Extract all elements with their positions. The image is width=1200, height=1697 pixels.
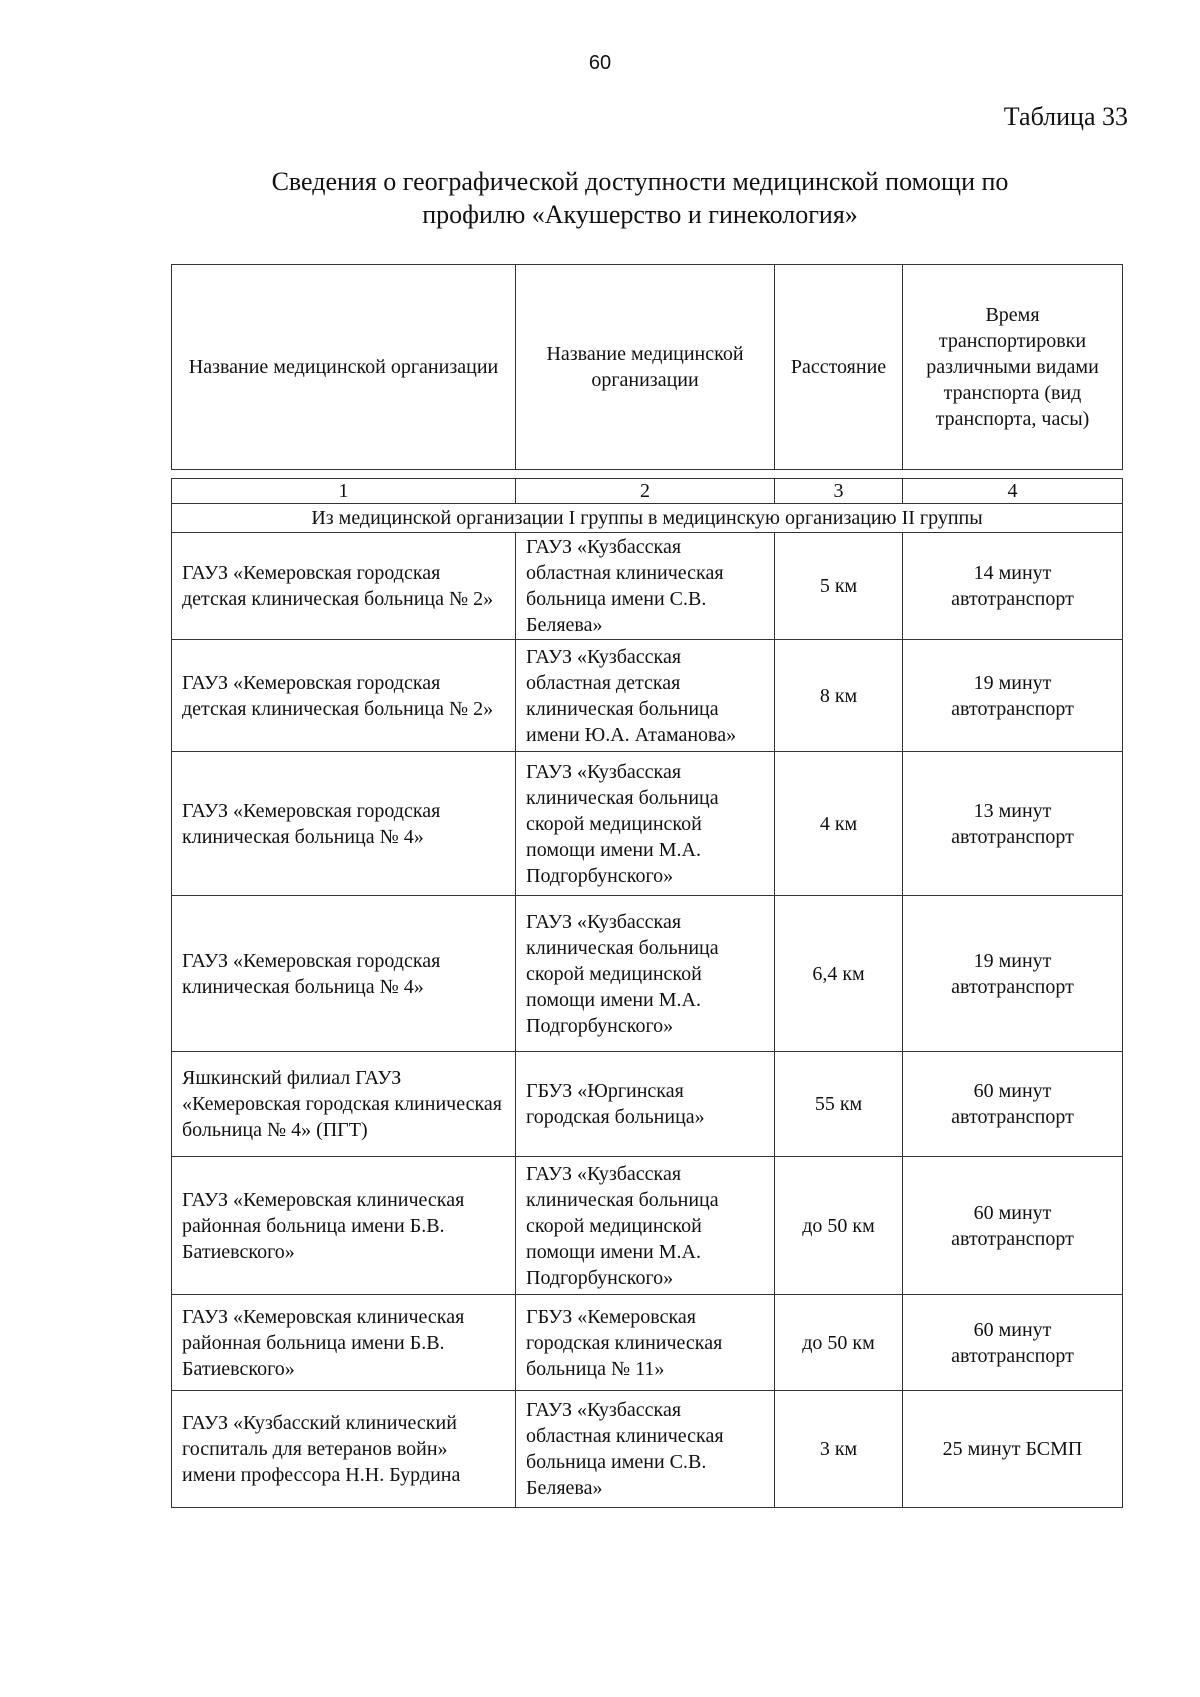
table-row (172, 640, 1123, 752)
column-number: 1 (172, 479, 516, 504)
header-cell-distance: Расстояние (775, 265, 903, 470)
header-cell-from: Название медицинской организации (172, 265, 516, 470)
column-number: 4 (903, 479, 1123, 504)
transport-time-cell: 60 минут автотранспорт (903, 1052, 1123, 1157)
table-row (172, 1391, 1123, 1508)
from-organization-cell: ГАУЗ «Кемеровская городская клиническая больница № 4» (172, 752, 516, 896)
from-organization-cell: Яшкинский филиал ГАУЗ «Кемеровская городская клиническая больница № 4» (ПГТ) (172, 1052, 516, 1157)
distance-cell: до 50 км (775, 1295, 903, 1391)
transport-time-cell: 19 минут автотранспорт (903, 896, 1123, 1052)
group-title-row (172, 504, 1123, 533)
title-line-2: профилю «Акушерство и гинекология» (422, 200, 858, 229)
to-organization-cell: ГАУЗ «Кузбасская областная клиническая больница имени С.В. Беляева» (516, 1391, 775, 1508)
transport-time-cell: 19 минут автотранспорт (903, 640, 1123, 752)
distance-cell: 5 км (775, 533, 903, 640)
table-row (172, 1157, 1123, 1295)
page-number: 60 (588, 52, 612, 74)
to-organization-cell: ГАУЗ «Кузбасская клиническая больница скорой медицинской помощи имени М.А. Подгорбунского» (516, 752, 775, 896)
to-organization-cell: ГБУЗ «Юргинская городская больница» (516, 1052, 775, 1157)
header-row (172, 265, 1123, 470)
transport-time-cell: 60 минут автотранспорт (903, 1295, 1123, 1391)
transport-time-cell: 14 минут автотранспорт (903, 533, 1123, 640)
title-line-1: Сведения о географической доступности медицинской помощи по (271, 167, 1009, 196)
distance-cell: до 50 км (775, 1157, 903, 1295)
distance-cell: 4 км (775, 752, 903, 896)
data-table (171, 478, 1123, 1508)
table-label: Таблица 33 (1003, 102, 1128, 131)
column-number: 2 (516, 479, 775, 504)
transport-time-cell: 13 минут автотранспорт (903, 752, 1123, 896)
header-table (171, 264, 1123, 470)
to-organization-cell: ГАУЗ «Кузбасская клиническая больница скорой медицинской помощи имени М.А. Подгорбунского» (516, 1157, 775, 1295)
distance-cell: 6,4 км (775, 896, 903, 1052)
to-organization-cell: ГАУЗ «Кузбасская областная клиническая больница имени С.В. Беляева» (516, 533, 775, 640)
from-organization-cell: ГАУЗ «Кемеровская городская клиническая больница № 4» (172, 896, 516, 1052)
from-organization-cell: ГАУЗ «Кемеровская клиническая районная больница имени Б.В. Батиевского» (172, 1157, 516, 1295)
group-title: Из медицинской организации I группы в медицинскую организацию II группы (172, 504, 1123, 533)
from-organization-cell: ГАУЗ «Кузбасский клинический госпиталь для ветеранов войн» имени профессора Н.Н. Бурдина (172, 1391, 516, 1508)
from-organization-cell: ГАУЗ «Кемеровская клиническая районная больница имени Б.В. Батиевского» (172, 1295, 516, 1391)
table-row (172, 1052, 1123, 1157)
column-number: 3 (775, 479, 903, 504)
transport-time-cell: 60 минут автотранспорт (903, 1157, 1123, 1295)
distance-cell: 55 км (775, 1052, 903, 1157)
header-cell-to: Название медицинской организации (516, 265, 775, 470)
transport-time-cell: 25 минут БСМП (903, 1391, 1123, 1508)
to-organization-cell: ГАУЗ «Кузбасская клиническая больница скорой медицинской помощи имени М.А. Подгорбунского» (516, 896, 775, 1052)
column-number-row (172, 479, 1123, 504)
table-row (172, 533, 1123, 640)
table-row (172, 1295, 1123, 1391)
from-organization-cell: ГАУЗ «Кемеровская городская детская клиническая больница № 2» (172, 640, 516, 752)
to-organization-cell: ГАУЗ «Кузбасская областная детская клиническая больница имени Ю.А. Атаманова» (516, 640, 775, 752)
table-row (172, 896, 1123, 1052)
document-title (160, 165, 1120, 231)
header-cell-time: Время транспортировки различными видами транспорта (вид транспорта, часы) (903, 265, 1123, 470)
from-organization-cell: ГАУЗ «Кемеровская городская детская клиническая больница № 2» (172, 533, 516, 640)
to-organization-cell: ГБУЗ «Кемеровская городская клиническая больница № 11» (516, 1295, 775, 1391)
distance-cell: 3 км (775, 1391, 903, 1508)
table-row (172, 752, 1123, 896)
distance-cell: 8 км (775, 640, 903, 752)
